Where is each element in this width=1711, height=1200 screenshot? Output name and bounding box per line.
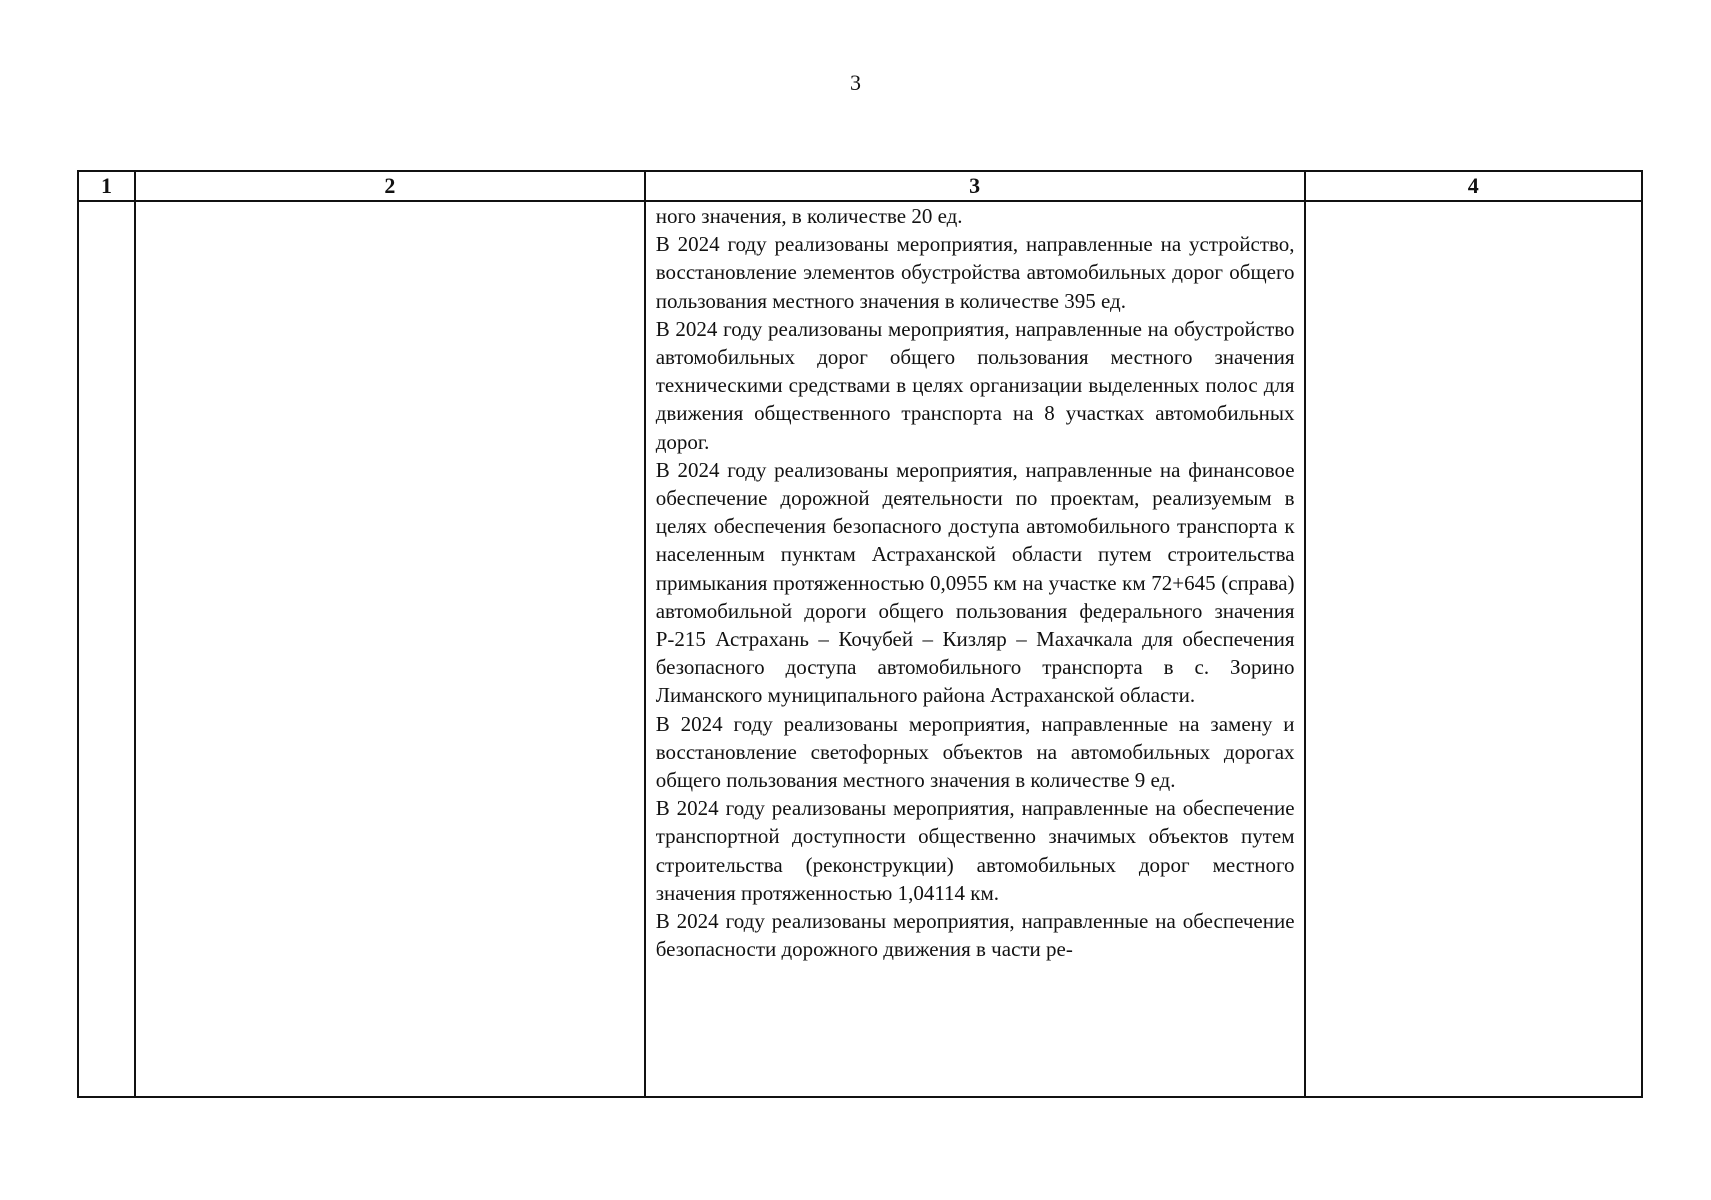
table-row bbox=[78, 201, 1642, 1097]
paragraph-2: В 2024 году реализованы мероприятия, направленные на устройство, восстановление элементов обустройства автомобильных дорог общего пользования местного значения в количестве 395 ед. bbox=[655, 232, 1295, 313]
paragraph-7: В 2024 году реализованы мероприятия, направленные на обеспечение безопасности дорожного движения в части ре- bbox=[655, 909, 1295, 962]
paragraph-6: В 2024 году реализованы мероприятия, направленные на обеспечение транспортной доступности общественно значимых объектов путем строительства (реконструкции) автомобильных дорог местного значения протяженностью 1,04114 км. bbox=[655, 796, 1295, 905]
page-number: 3 bbox=[850, 70, 861, 95]
cell-col-1 bbox=[78, 201, 135, 1097]
column-header-3: 3 bbox=[645, 171, 1305, 201]
table-header-row bbox=[78, 171, 1642, 201]
report-table bbox=[77, 170, 1643, 1098]
column-header-2: 2 bbox=[135, 171, 645, 201]
cell-col-2 bbox=[135, 201, 645, 1097]
cell-col-4 bbox=[1305, 201, 1642, 1097]
paragraph-3: В 2024 году реализованы мероприятия, направленные на обустройство автомобильных дорог общего пользования местного значения техническими средствами в целях организации выделенных полос для движения общественного транспорта на 8 участках автомобильных дорог. bbox=[655, 316, 1295, 454]
paragraph-5: В 2024 году реализованы мероприятия, направленные на замену и восстановление светофорных объектов на автомобильных дорогах общего пользования местного значения в количестве 9 ед. bbox=[655, 711, 1295, 793]
paragraph-4: В 2024 году реализованы мероприятия, направленные на финансовое обеспечение дорожной деятельности по проектам, реализуемым в целях обеспечения безопасного доступа автомобильного транспорта к населенным пунктам Астраханской области путем строительства примыкания протяженностью 0,0955 км на участке км 72+645 (справа) автомобильной дороги общего пользования федерального значения Р-215 Астрахань – Кочубей – Кизляр – Махачкала для обеспечения безопасного доступа автомобильного транспорта в с. Зорино Лиманского муниципального района Астраханской области. bbox=[655, 457, 1295, 708]
column-header-1: 1 bbox=[78, 171, 135, 201]
paragraph-1: ного значения, в количестве 20 ед. bbox=[655, 204, 963, 228]
cell-col-3 bbox=[645, 201, 1305, 1097]
column-header-4: 4 bbox=[1305, 171, 1642, 201]
